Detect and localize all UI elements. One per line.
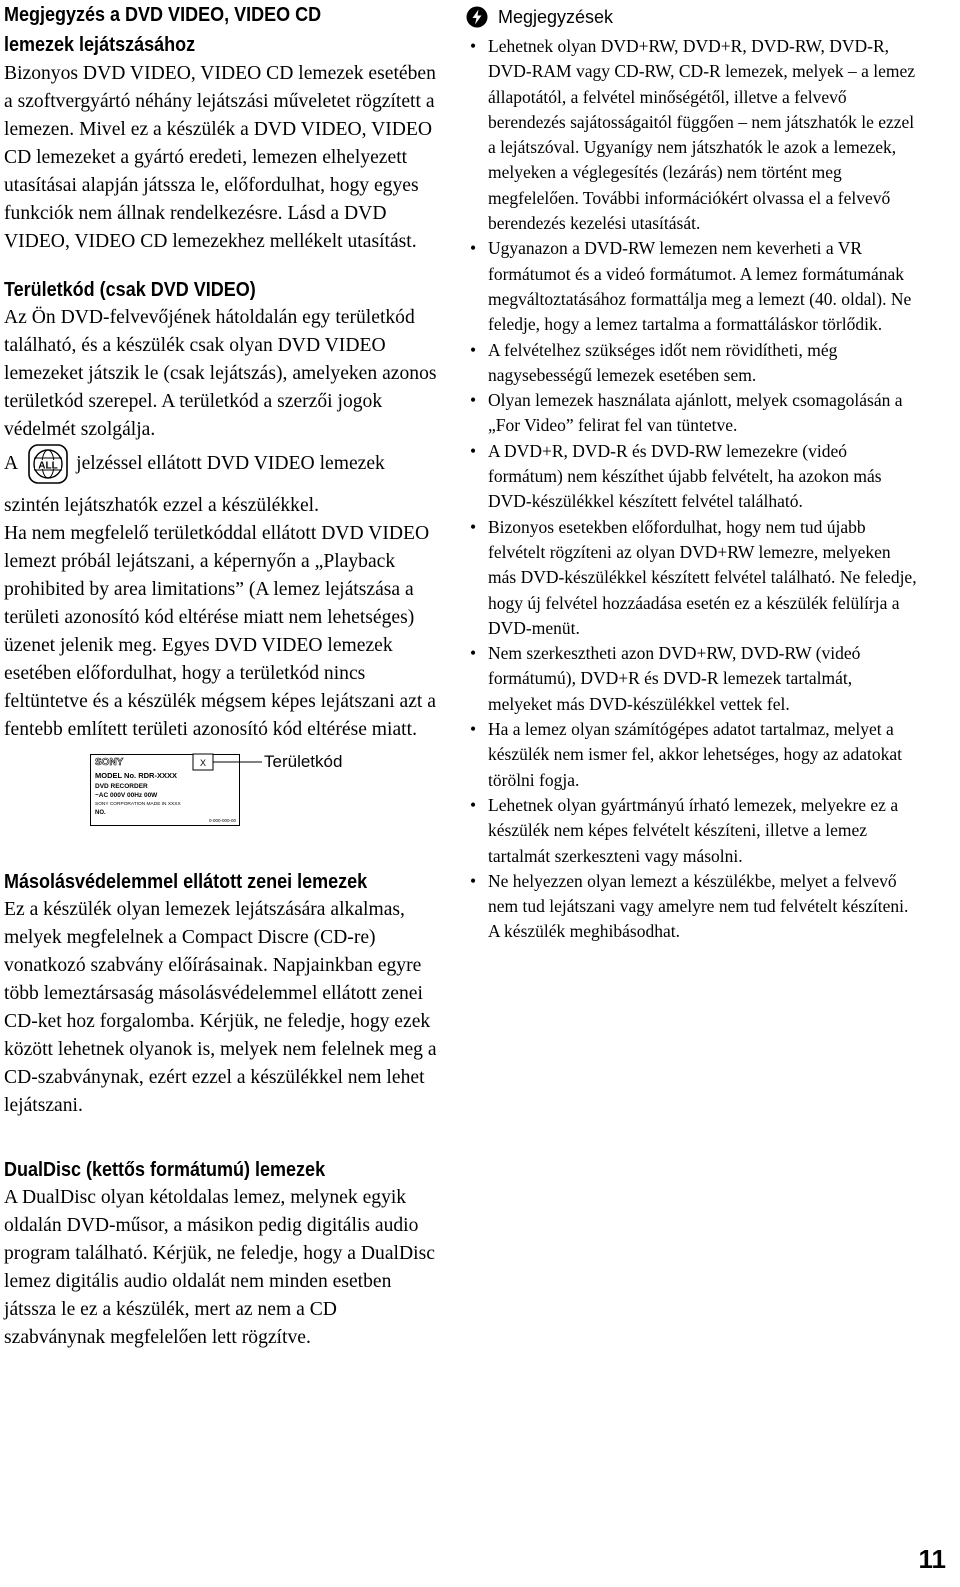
notes-warning-icon (466, 6, 488, 28)
region-logo-prefix: A (4, 453, 19, 474)
list-item: • Nem szerkesztheti azon DVD+RW, DVD-RW (videó formátumú), DVD+R és DVD-R lemezek tartalmát, melyeket más DVD-készülékkel vettek fel. (466, 641, 918, 717)
paragraph-region-all: szintén lejátszhatók ezzel a készülékkel. (4, 495, 319, 516)
list-item: • Olyan lemezek használata ajánlott, melyek csomagolásán a „For Video” felirat fel van tüntetve. (466, 388, 918, 439)
plate-name: DVD RECORDER (95, 783, 148, 790)
paragraph-dualdisc: A DualDisc olyan kétoldalas lemez, melynek egyik oldalán DVD-műsor, a másikon pedig digitális audio program található. Kérjük, ne feledje, hogy a DualDisc lemez digitális audio oldalát nem minden esetben játssza le ez a készülék, mert az nem a CD szabványnak megfelelően lett rögzítve. (4, 1187, 435, 1348)
section-dualdisc (4, 1156, 442, 1352)
section-title-dvd-video-cd-line2: lemezek lejátszásához (4, 34, 196, 56)
notes-title: Megjegyzések (498, 6, 614, 27)
list-item: • A DVD+R, DVD-R és DVD-RW lemezekre (videó formátum) nem készíthet újabb felvételt, ha azokon más DVD-készülékkel készített felvétel található. (466, 439, 918, 515)
callout-region-code-label: Területkód (264, 752, 343, 771)
section-copy-protected (4, 868, 442, 1120)
paragraph-dvd-video-cd: Bizonyos DVD VIDEO, VIDEO CD lemezek esetében a szoftvergyártó néhány lejátszási műveletet rögzített a lemezen. Mivel ez a készülék a DVD VIDEO, VIDEO CD lemezeket a gyártó eredeti, lemezen elhelyezett utasításai alapján játssza le, előfordulhat, hogy egyes funkciók nem állnak rendelkezésre. Lásd a DVD VIDEO, VIDEO CD lemezekhez mellékelt utasítást. (4, 63, 436, 252)
page-number: 11 (918, 1544, 946, 1574)
paragraph-copy-protected: Ez a készülék olyan lemezek lejátszására alkalmas, melyek megfelelnek a Compact Discre (CD-re) vonatkozó szabvány előírásainak. Napjainkban egyre több lemeztársaság másolásvédelemmel ellátott zenei CD-ket hoz forgalomba. Kérjük, ne feledje, hogy ezek között lehetnek olyanok is, melyek nem felelnek meg a CD-szabványnak, ezért ezzel a készülékkel nem lehet lejátszani. (4, 899, 437, 1116)
section-title-copy-protected: Másolásvédelemmel ellátott zenei lemezek (4, 871, 368, 893)
plate-corp: SONY CORPORATION MADE IN XXXX (95, 802, 181, 807)
list-item: • Lehetnek olyan DVD+RW, DVD+R, DVD-RW, DVD-R, DVD-RAM vagy CD-RW, CD-R lemezek, melyek – a lemez állapotától, a felvétel minőségétől, illetve a felvevő berendezés sajátosságaitól függően – nem játszhatók le ezzel a lejátszóval. Ugyanígy nem játszhatók le azok a lemezek, melyeken a véglegesítés (lezárás) nem történt meg megfelelően. További információkért olvassa el a felvevő berendezés kezelési utasítását. (466, 34, 918, 236)
plate-code: 0-000-000-00 (208, 818, 236, 823)
paragraph-region-code-intro: Az Ön DVD-felvevőjének hátoldalán egy területkód található, és a készülék csak olyan DVD VIDEO lemezeket játszik le (csak lejátszás), amelyeken azonos területkód szerepel. A területkód a szerzői jogok védelmét szolgálja. (4, 307, 437, 440)
list-item: • Ugyanazon a DVD-RW lemezen nem keverheti a VR formátumot és a videó formátumot. A lemez formátumának megváltoztatásához formattálja meg a lemezt (40. oldal). Ne feledje, hogy a lemez tartalma a formattáláskor törlődik. (466, 236, 918, 337)
plate-brand: SONY (95, 757, 124, 768)
list-item: • Bizonyos esetekben előfordulhat, hogy nem tud újabb felvételt rögzíteni az olyan DVD+RW lemezre, melyeken más DVD-készülékkel készített felvétel található. Ne feledje, hogy új felvétel hozzáadása esetén ez a készülék felülírja a DVD-menüt. (466, 515, 918, 641)
notes-list (466, 34, 918, 945)
plate-no: NO. (95, 810, 106, 816)
list-item: • Lehetnek olyan gyártmányú írható lemezek, melyekre ez a készülék nem képes felvételt készíteni, illetve a lemez tartalmát szerkeszteni vagy másolni. (466, 793, 918, 869)
plate-model: MODEL No. RDR-XXXX (95, 771, 177, 780)
section-title-dualdisc: DualDisc (kettős formátumú) lemezek (4, 1159, 326, 1181)
region-mark-callout (184, 752, 264, 776)
list-item: • Ne helyezzen olyan lemezt a készülékbe, melyet a felvevő nem tud lejátszani vagy amelyre nem tud felvételt készíteni. A készülék meghibásodhat. (466, 869, 918, 945)
section-title-region-code: Területkód (csak DVD VIDEO) (4, 279, 256, 301)
region-all-text: ALL (38, 460, 58, 472)
plate-power: ~AC 000V 00Hz 00W (95, 792, 158, 799)
left-column (4, 0, 442, 1352)
region-logo-suffix: jelzéssel ellátott DVD VIDEO lemezek (76, 453, 385, 474)
region-mark: X (199, 758, 207, 768)
region-all-logo-line (4, 444, 442, 484)
section-region-code (4, 276, 442, 840)
paragraph-region-error: Ha nem megfelelő területkóddal ellátott DVD VIDEO lemezt próbál lejátszani, a képernyőn a „Playback prohibited by area limitations” (A lemez lejátszása a területi azonosító kód eltérése miatt nem lehetséges) üzenet jelenik meg. Egyes DVD VIDEO lemezek esetében előfordulhat, hogy a területkód nincs feltüntetve és a készülék mégsem képes lejátszani azt a fentebb említett területi azonosító kód eltérése miatt. (4, 523, 436, 740)
section-title-dvd-video-cd-line1: Megjegyzés a DVD VIDEO, VIDEO CD (4, 4, 322, 26)
notes-heading (466, 0, 918, 34)
list-item: • A felvételhez szükséges időt nem rövidítheti, még nagysebességű lemezek esetében sem. (466, 338, 918, 389)
section-dvd-video-cd-note (4, 0, 442, 256)
region-code-figure (4, 752, 442, 840)
list-item: • Ha a lemez olyan számítógépes adatot tartalmaz, melyet a készülék nem ismer fel, akkor lehetséges, hogy az adatokat törölni fogja. (466, 717, 918, 793)
right-column (466, 0, 918, 945)
region-all-globe-icon (28, 444, 68, 484)
